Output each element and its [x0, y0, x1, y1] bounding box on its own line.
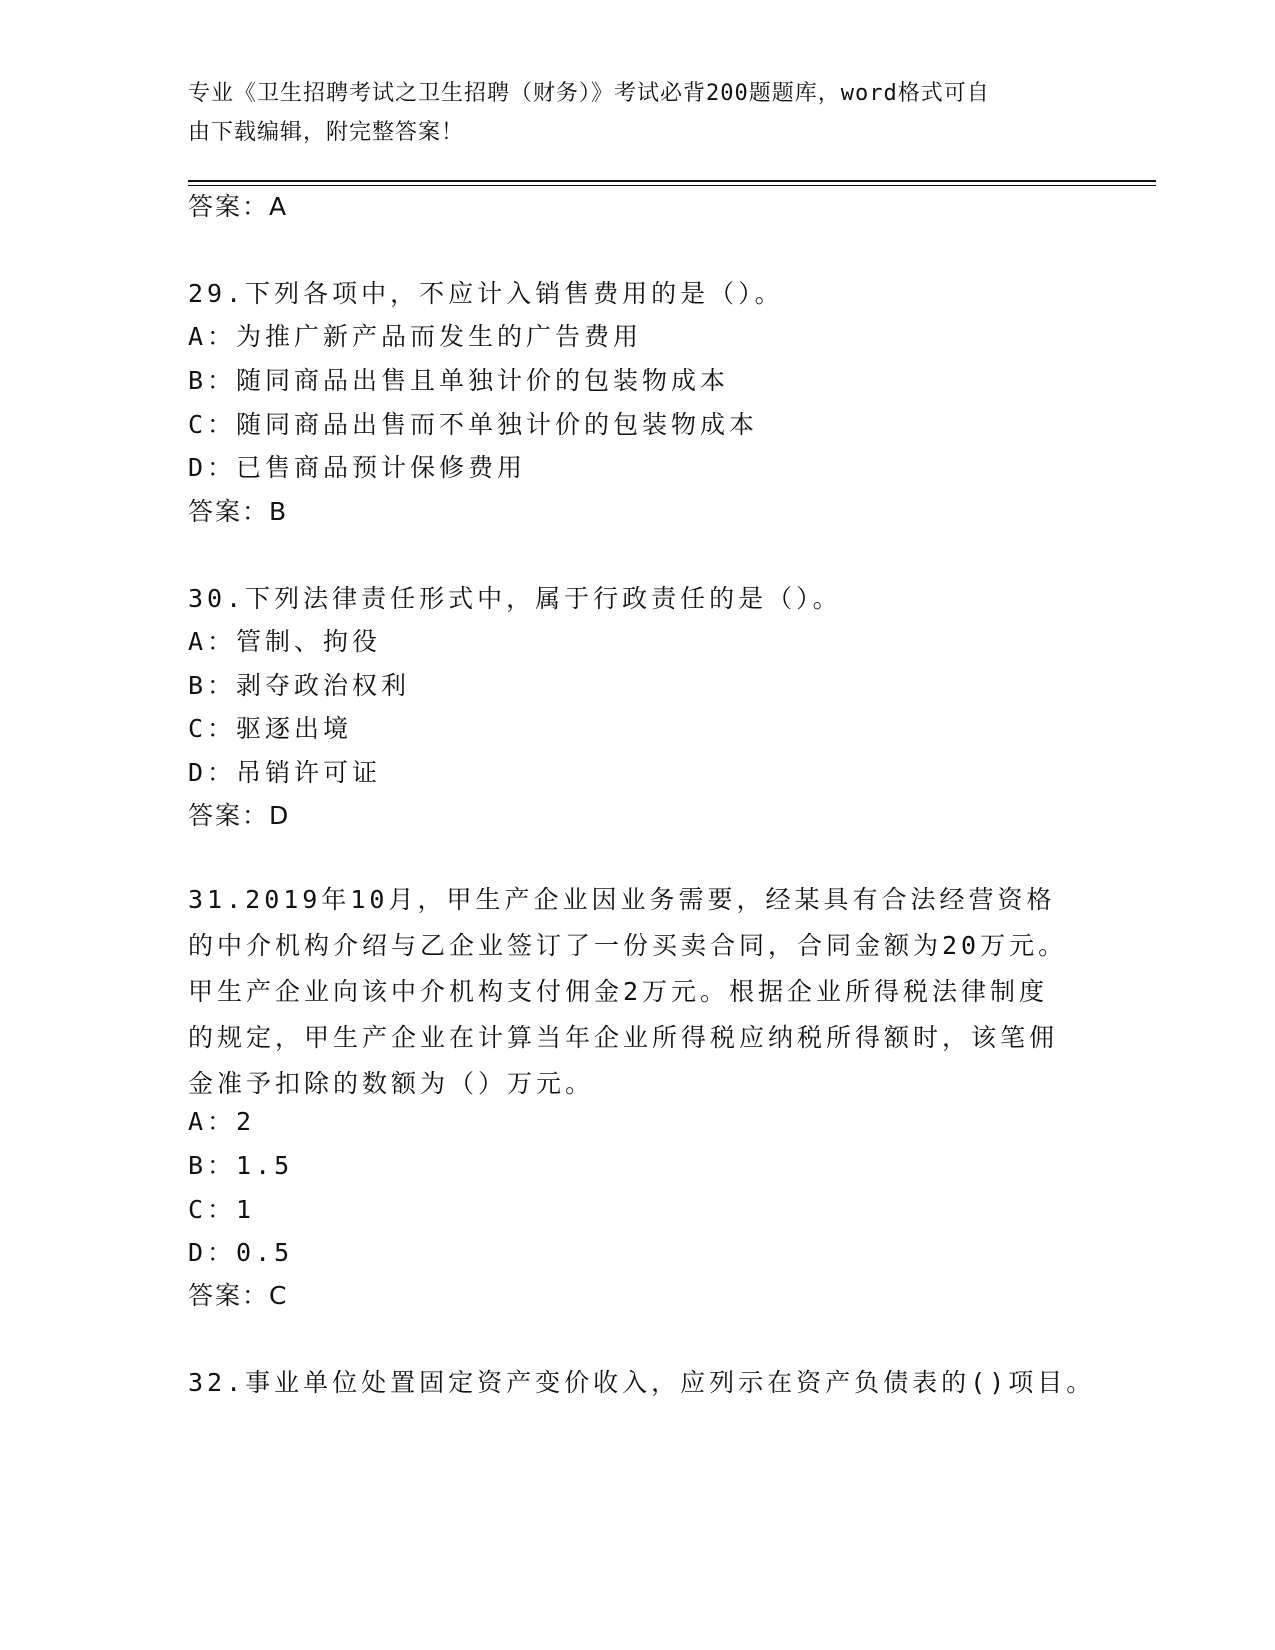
header-line-2: 由下载编辑，附完整答案！	[188, 120, 465, 145]
q31-option-d: D：0.5	[188, 1238, 294, 1267]
q31-question: 31.2019年10月，甲生产企业因业务需要，经某具有合法经营资格的中介机构介绍与乙企业签订了一份买卖合同，合同金额为20万元。甲生产企业向该中介机构支付佣金2万元。根据企业所得税法律制度的规定，甲生产企业在计算当年企业所得税应纳税所得额时，该笔佣金准予扣除的数额为（）万元。	[188, 885, 1068, 1098]
q32-question: 32.事业单位处置固定资产变价收入，应列示在资产负债表的()项目。	[188, 1368, 1096, 1397]
header-rule-thin	[188, 185, 1156, 186]
document-header	[188, 74, 1068, 152]
q29-answer: 答案：B	[188, 497, 289, 526]
q31-option-c: C：1	[188, 1195, 256, 1224]
header-line-1: 专业《卫生招聘考试之卫生招聘（财务）》考试必背200题题库，word格式可自	[188, 81, 990, 106]
q30-answer: 答案：D	[188, 801, 291, 830]
q29-question: 29.下列各项中，不应计入销售费用的是（）。	[188, 279, 784, 308]
q31-answer: 答案：C	[188, 1281, 289, 1310]
q29-option-a: A：为推广新产品而发生的广告费用	[188, 322, 643, 351]
q30-option-b: B：剥夺政治权利	[188, 671, 411, 700]
q30-option-c: C：驱逐出境	[188, 714, 353, 743]
header-rule-thick	[188, 180, 1156, 182]
q30-question: 30.下列法律责任形式中，属于行政责任的是（）。	[188, 584, 842, 613]
q30-option-d: D：吊销许可证	[188, 758, 382, 787]
q28-answer: 答案：A	[188, 192, 289, 221]
q29-option-d: D：已售商品预计保修费用	[188, 453, 527, 482]
q29-option-b: B：随同商品出售且单独计价的包装物成本	[188, 366, 730, 395]
q31-option-a: A：2	[188, 1107, 256, 1136]
q30-option-a: A：管制、拘役	[188, 627, 382, 656]
q29-option-c: C：随同商品出售而不单独计价的包装物成本	[188, 410, 759, 439]
q31-option-b: B：1.5	[188, 1151, 294, 1180]
